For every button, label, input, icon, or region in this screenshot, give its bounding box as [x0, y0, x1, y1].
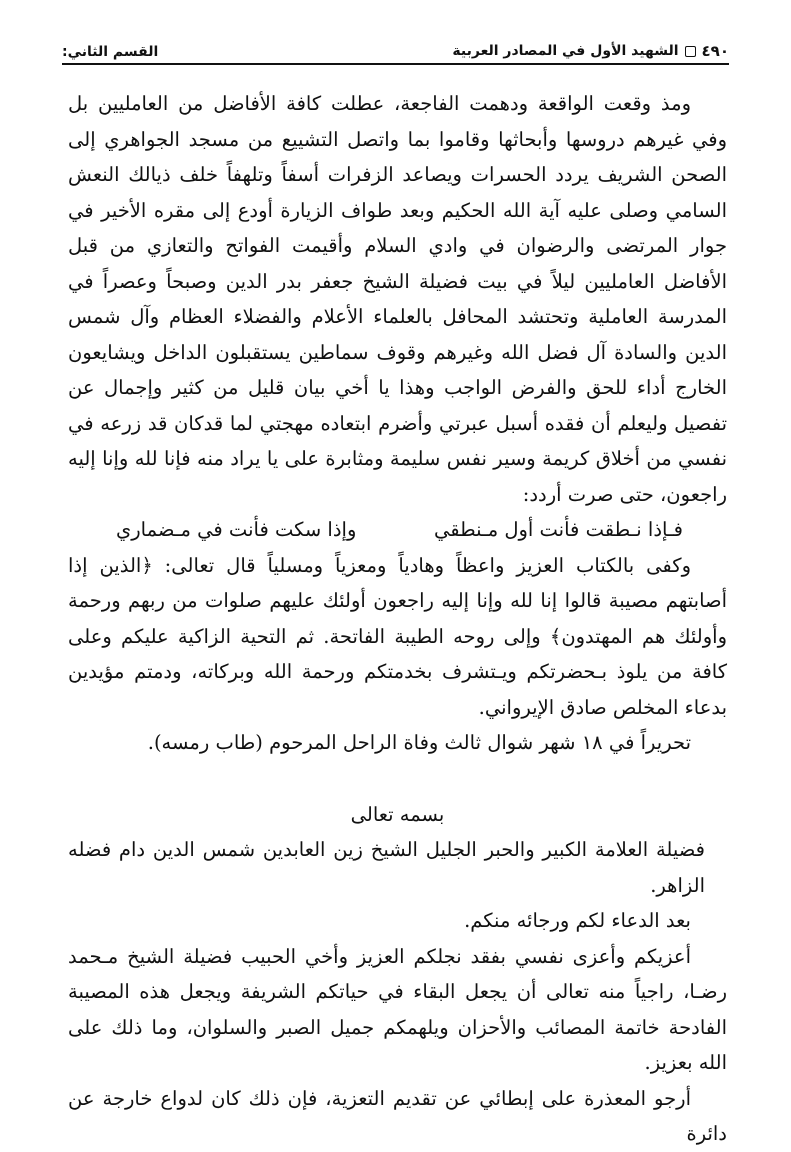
basmala-heading: بسمه تعالى [350, 802, 445, 826]
body-text [68, 86, 727, 1152]
paragraph-2: وكفى بالكتاب العزيز واعظاً وهادياً ومعزياً ومسلياً قال تعالى: ﴿الذين إذا أصابتهم مصيبة قالوا إنا لله وإنا إليه راجعون أولئك عليهم صلوات من ربهم ورحمة وأولئك هم المهتدون﴾ وإلى روحه الطيبة الفاتحة. ثم التحية الزاكية عليكم وعلى كافة من يلوذ بـحضرتكم ويـتشرف بخدمتكم ورحمة الله وبركاته، ودمتم مؤيدين بدعاء المخلص صادق الإيرواني. [68, 553, 728, 719]
square-ornament-icon [685, 46, 696, 57]
verse-second-hemistich: وإذا سكت فأنت في مـضماري [116, 518, 357, 541]
book-title: الشهيد الأول في المصادر العربية [452, 43, 679, 59]
paragraph-1: ومذ وقعت الواقعة ودهمت الفاجعة، عطلت كافة الأفاضل من العامليين بل وفي غيرهم دروسها وأبحاثها وقاموا بما واتصل التشييع من مسجد الجواهري إلى الصحن الشريف يردد الحسرات ويصاعد الزفرات أسفاً وتلهفاً خلف ذيالك النعش السامي وصلى عليه آية الله الحكيم وبعد طواف الزيارة أودع إلى مقره الأخير في جوار المرتضى والرضوان في وادي السلام وأقيمت الفواتح والتعازي من قبل الأفاضل العامليين ليلاً في بيت فضيلة الشيخ جعفر بدر الدين وصبحاً وعصراً في المدرسة العاملية وتحتشد المحافل بالعلماء الأعلام والفضلاء العظام وآل شمس الدين والسادة آل فضل الله وغيرهم وقوف سماطين يستقبلون الداخل ويشايعون الخارج أداء للحق والفرض الواجب وهذا يا أخي بيان قليل من كثير وإجمال عن تفصيل وليعلم أن فقده أسبل عبرتي وأضرم ابتعاده مهجتي لما قدكان قد زرعه في نفسي من أخلاق كريمة وسير نفس سليمة ومثابرة على يا يراد منه فإنا لله وإنا إليه راجعون، حتى صرت أردد: [68, 92, 727, 506]
letter-body-2: أرجو المعذرة على إبطائي عن تقديم التعزية، فإن ذلك كان لدواع خارجة عن دائرة [68, 1086, 727, 1145]
letter-address: فضيلة العلامة الكبير والحبر الجليل الشيخ زين العابدين شمس الدين دام فضله الزاهر. [68, 838, 705, 897]
verse-first-hemistich: فـإذا نـطقت فأنت أول مـنطقي [433, 518, 683, 541]
paragraph-date: تحريراً في ١٨ شهر شوال ثالث وفاة الراحل المرحوم (طاب رمسه). [147, 731, 691, 754]
page-header [62, 30, 729, 65]
letter-greeting: بعد الدعاء لكم ورجائه منكم. [464, 909, 691, 932]
section-gap [68, 761, 727, 797]
header-title-group [452, 42, 729, 60]
page-number: ٤٩٠ [701, 42, 729, 60]
poem-verse [68, 512, 727, 548]
letter-body-1: أعزيكم وأعزى نفسي بفقد نجلكم العزيز وأخي الحبيب فضيلة الشيخ مـحمد رضـا، راجياً منه تعالى أن يجعل البقاء في حياتكم الشريفة ويجعل هذه المصيبة الفادحة خاتمة المصائب والأحزان ويلهمكم جميل الصبر والسلوان، وما ذلك على الله بعزيز. [68, 944, 727, 1074]
section-label: القسم الثاني: [62, 44, 159, 60]
